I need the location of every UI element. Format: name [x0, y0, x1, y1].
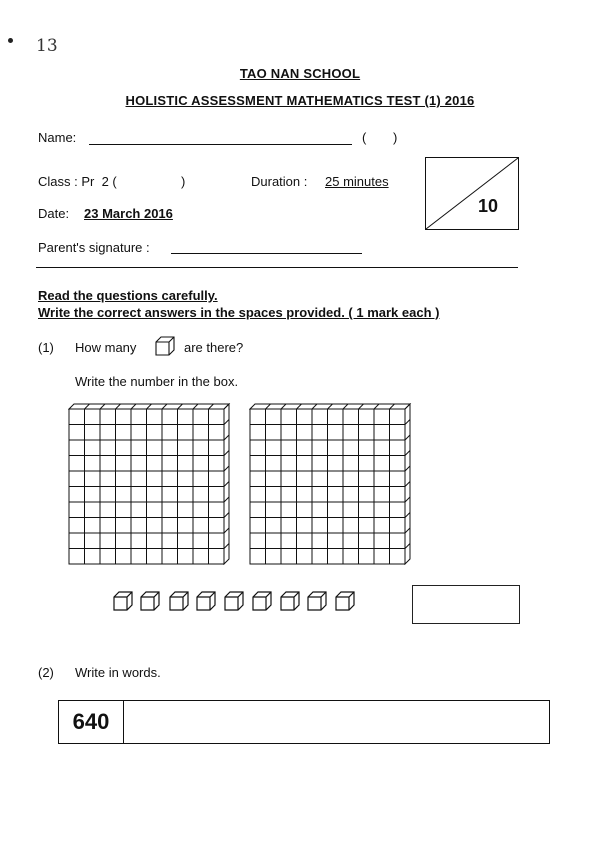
q1-sub-prompt: Write the number in the box. [75, 374, 239, 389]
unit-cube-icon [251, 590, 273, 612]
hundred-block-1 [68, 403, 234, 565]
duration-value: 25 minutes [325, 174, 389, 189]
hundred-block-2 [249, 403, 415, 565]
test-title: HOLISTIC ASSESSMENT MATHEMATICS TEST (1) 2016 [125, 93, 475, 108]
q2-answer-row [58, 700, 550, 744]
q2-number: (2) [38, 665, 54, 680]
unit-cube-icon [154, 335, 176, 357]
q2-numeral: 640 [59, 701, 124, 743]
name-bracket-open: ( [362, 130, 367, 145]
school-name: TAO NAN SCHOOL [239, 66, 361, 81]
page-number: 13 [36, 36, 58, 56]
date-value: 23 March 2016 [84, 206, 173, 221]
parent-signature-label: Parent's signature : [38, 240, 150, 255]
q1-number: (1) [38, 340, 54, 355]
date-label: Date: [38, 206, 70, 221]
q2-prompt: Write in words. [75, 665, 161, 680]
q2-answer-field[interactable] [125, 701, 549, 743]
unit-cube-icon [112, 590, 134, 612]
unit-cube-icon [139, 590, 161, 612]
header-divider [36, 267, 518, 268]
unit-cube-icon [306, 590, 328, 612]
q1-prompt-after: are there? [184, 340, 244, 355]
name-field[interactable] [89, 144, 352, 145]
class-label: Class : Pr 2 ( [38, 174, 117, 189]
scan-mark [8, 38, 13, 43]
score-total: 10 [478, 196, 499, 216]
unit-cube-icon [223, 590, 245, 612]
parent-signature-field[interactable] [171, 253, 362, 254]
score-box [425, 157, 519, 230]
instruction-line-1: Read the questions carefully. [38, 288, 218, 303]
name-label: Name: [38, 130, 77, 145]
unit-cube-icon [334, 590, 356, 612]
unit-cube-icon [279, 590, 301, 612]
q1-prompt-before: How many [75, 340, 137, 355]
unit-cube-icon [195, 590, 217, 612]
duration-label: Duration : [251, 174, 308, 189]
class-bracket-close: ) [181, 174, 186, 189]
name-bracket-close: ) [393, 130, 398, 145]
score-divider [426, 158, 518, 229]
unit-cube-icon [168, 590, 190, 612]
instruction-line-2: Write the correct answers in the spaces provided. ( 1 mark each ) [38, 305, 440, 320]
q1-answer-box[interactable] [412, 585, 520, 624]
